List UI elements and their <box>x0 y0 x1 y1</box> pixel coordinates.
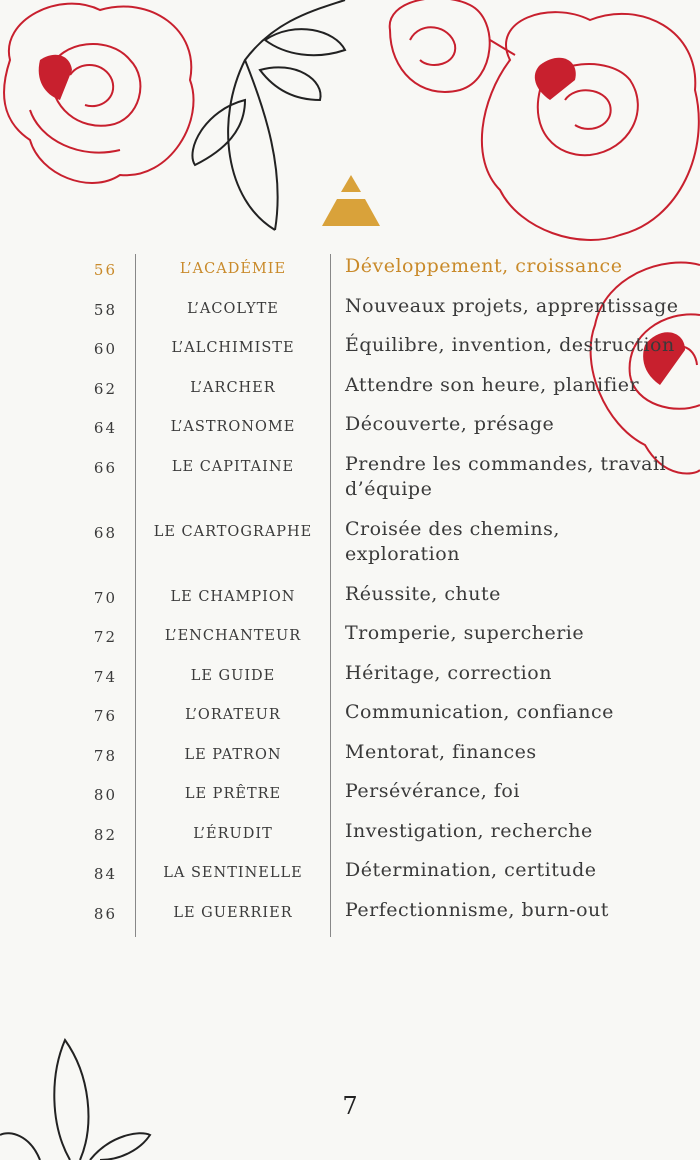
entry-description: Prendre les commandes, travail d’équipe <box>345 452 667 500</box>
entry-name: L’ÉRUDIT <box>135 819 331 859</box>
gold-pyramid-icon <box>320 175 382 227</box>
toc-entry[interactable] <box>0 661 700 701</box>
entry-name: L’ENCHANTEUR <box>135 621 331 661</box>
entry-page: 68 <box>93 523 117 542</box>
peony-illustration-top-left <box>0 0 210 195</box>
entry-name: LA SENTINELLE <box>135 858 331 898</box>
entry-name: L’ARCHER <box>135 373 331 413</box>
entry-description: Croisée des chemins, exploration <box>345 517 560 565</box>
entry-name: LE CHAMPION <box>135 582 331 622</box>
toc-entry[interactable] <box>0 517 700 582</box>
toc-entry[interactable] <box>0 294 700 334</box>
entry-description: Investigation, recherche <box>345 819 593 842</box>
toc-entry[interactable] <box>0 779 700 819</box>
entry-description: Détermination, certitude <box>345 859 597 881</box>
toc-entry[interactable] <box>0 621 700 661</box>
entry-page: 86 <box>93 904 117 923</box>
entry-page: 78 <box>93 746 117 765</box>
entry-description: Nouveaux projets, apprentissage <box>345 294 679 317</box>
toc-entry[interactable] <box>0 412 700 452</box>
toc-entry[interactable] <box>0 898 700 938</box>
entry-description: Réussite, chute <box>345 582 501 605</box>
entry-description: Héritage, correction <box>345 661 552 684</box>
toc-entry[interactable] <box>0 333 700 373</box>
entry-page: 58 <box>93 300 117 319</box>
entry-page: 60 <box>93 340 117 358</box>
entry-page: 74 <box>93 667 117 686</box>
entry-page: 64 <box>93 419 117 437</box>
entry-description: Attendre son heure, planifier <box>345 373 640 396</box>
entry-description: Tromperie, supercherie <box>345 622 585 644</box>
page-number: 7 <box>342 1092 358 1120</box>
entry-name: LE GUIDE <box>135 661 331 701</box>
toc-entry[interactable] <box>0 582 700 622</box>
toc-entry[interactable] <box>0 373 700 413</box>
entry-name: L’ORATEUR <box>135 700 331 740</box>
entry-page: 70 <box>93 588 117 607</box>
entry-name: L’ASTRONOME <box>135 412 331 452</box>
entry-name: L’ACOLYTE <box>135 294 331 334</box>
entry-name: LE CAPITAINE <box>135 452 331 517</box>
entry-page: 62 <box>93 379 117 398</box>
table-of-contents <box>0 254 700 937</box>
entry-name: LE CARTOGRAPHE <box>135 517 331 582</box>
entry-name: LE PATRON <box>135 740 331 780</box>
entry-description: Persévérance, foi <box>345 780 520 802</box>
peony-illustration-top-right <box>380 0 700 250</box>
entry-page: 56 <box>93 261 117 279</box>
entry-description: Perfectionnisme, burn-out <box>345 898 609 921</box>
entry-name: LE PRÊTRE <box>135 779 331 819</box>
toc-entry[interactable] <box>0 740 700 780</box>
toc-entry[interactable] <box>0 452 700 517</box>
entry-description: Développement, croissance <box>345 255 623 277</box>
entry-page: 72 <box>93 628 117 646</box>
entry-page: 84 <box>93 865 117 883</box>
entry-name: LE GUERRIER <box>135 898 331 938</box>
entry-description: Communication, confiance <box>345 701 614 723</box>
entry-description: Mentorat, finances <box>345 740 537 763</box>
toc-entry[interactable] <box>0 858 700 898</box>
entry-page: 80 <box>93 786 117 804</box>
entry-description: Découverte, présage <box>345 413 555 435</box>
entry-description: Équilibre, invention, destruction <box>345 334 675 356</box>
toc-entry[interactable] <box>0 254 700 294</box>
entry-page: 82 <box>93 825 117 844</box>
entry-page: 66 <box>93 458 117 477</box>
toc-entry[interactable] <box>0 700 700 740</box>
entry-name: L’ALCHIMISTE <box>135 333 331 373</box>
entry-name: L’ACADÉMIE <box>135 254 331 294</box>
entry-page: 76 <box>93 707 117 725</box>
toc-entry[interactable] <box>0 819 700 859</box>
